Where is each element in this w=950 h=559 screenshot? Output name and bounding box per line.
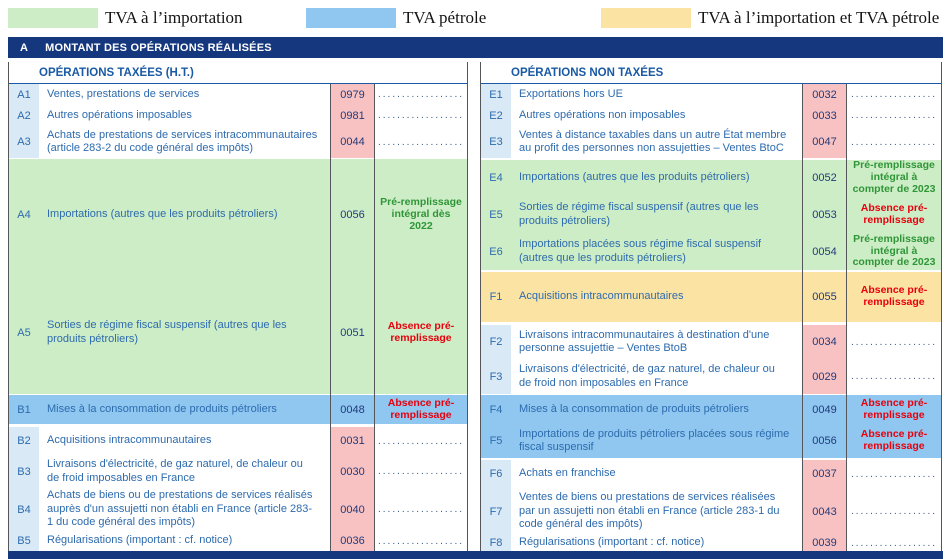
section-title: MONTANT DES OPÉRATIONS RÉALISÉES [45,41,272,54]
row-code: 0031 [330,427,375,455]
table-row-b3 [9,455,467,488]
row-value-note [847,272,941,322]
row-id-label: B4 [9,488,39,531]
column-header-taxed: OPÉRATIONS TAXÉES (H.T.) [9,62,467,84]
section-footer-bar [8,551,943,559]
row-value-note [847,424,941,458]
row-value-field[interactable] [847,488,941,535]
column-left [8,62,468,551]
table-row-e5 [481,196,941,233]
rows-right [481,84,941,551]
row-code: 0056 [340,209,365,221]
row-id-label: F5 [489,435,503,447]
row-description: Importations (autres que les produits pétroliers) [519,171,750,184]
table-row-f8 [481,535,941,551]
row-code: 0043 [802,488,847,535]
table-row-f2 [481,325,941,359]
row-value-note [847,160,941,196]
table-row-b1 [9,395,467,424]
dotted-line: .................. [378,535,465,547]
prefill-status: Absence pré-remplissage [860,284,928,308]
row-description: Autres opérations imposables [47,108,192,121]
table-row-a4 [9,159,467,271]
row-code: 0044 [330,126,375,158]
row-code: 0037 [802,460,847,488]
blue-swatch-icon [306,8,396,28]
row-value-note [847,233,941,270]
row-code: 0053 [812,208,837,221]
row-code: 0048 [340,403,365,416]
row-code: 0051 [340,326,365,339]
row-description: Importations (autres que les produits pétroliers) [47,208,278,221]
column-header-nontaxed: OPÉRATIONS NON TAXÉES [481,62,941,84]
table-row-f1 [481,272,941,322]
row-id-label: B5 [9,531,39,551]
row-value-field[interactable] [375,105,467,126]
dotted-line: .................. [378,504,465,515]
row-id-label: F1 [489,291,503,303]
row-value-field[interactable] [375,488,467,531]
row-description: Sorties de régime fiscal suspensif (autres que les produits pétroliers) [47,319,287,345]
prefill-status: Absence pré-remplissage [860,396,928,421]
row-code: 0047 [802,126,847,158]
table-row-b5 [9,531,467,551]
row-description: Exportations hors UE [519,87,623,100]
row-code: 0981 [330,105,375,126]
row-value-note [847,395,941,424]
yellow-swatch-icon [601,8,691,28]
row-id-label: F8 [481,535,511,551]
table-row-a2 [9,105,467,126]
table-row-e6 [481,233,941,270]
legend [0,0,950,36]
row-code: 0033 [802,105,847,126]
row-id-label: A3 [9,126,39,158]
row-id-label: F3 [481,359,511,394]
row-value-field[interactable] [375,126,467,158]
legend-label: TVA à l’importation [105,8,243,27]
row-value-field[interactable] [847,535,941,551]
row-code: 0979 [330,84,375,105]
row-value-field[interactable] [847,126,941,158]
table-row-f4 [481,395,941,424]
dotted-line: .................. [378,110,465,121]
row-value-field[interactable] [847,460,941,488]
table-row-e1 [481,84,941,105]
row-id-label: B1 [17,403,31,416]
row-code: 0056 [812,435,837,447]
row-code: 0034 [802,325,847,359]
prefill-status: Pré-remplissage intégral à compter de 2023 [852,160,936,195]
dotted-line: .................. [851,136,938,148]
row-description: Livraisons intracommunautaires à destination d'une personne assujettie – Ventes BtoB [519,328,770,354]
legend-item-import-and-petrol-vat [601,7,939,29]
row-description: Acquisitions intracommunautaires [47,434,212,447]
row-value-field[interactable] [375,531,467,551]
row-value-note [847,196,941,233]
table-row-a5 [9,271,467,394]
row-value-field[interactable] [375,455,467,488]
row-code: 0049 [812,403,837,416]
section-header-bar [8,37,943,58]
row-description: Mises à la consommation de produits pétroliers [47,402,277,415]
row-code: 0055 [812,291,837,303]
row-description: Mises à la consommation de produits pétroliers [519,402,749,415]
row-description: Ventes de biens ou prestations de services réalisées par un assujetti non établi en France (article 283-1 du code général des impôts) [519,491,780,531]
row-id-label: A4 [17,209,31,221]
row-value-field[interactable] [375,427,467,455]
row-description: Importations placées sous régime fiscal suspensif (autres que les produits pétroliers) [519,238,762,264]
table-row-e4 [481,160,941,196]
row-description: Achats de biens ou de prestations de services réalisés auprès d'un assujetti non établi en France (article 283-1 du code général des impôts) [47,489,313,529]
row-description: Ventes, prestations de services [47,87,200,100]
row-description: Achats de prestations de services intracommunautaires (article 283-2 du code général des impôts) [47,128,318,154]
table-row-f6 [481,460,941,488]
row-code: 0040 [330,488,375,531]
table-row-f3 [481,359,941,394]
legend-label: TVA à l’importation et TVA pétrole [698,8,940,27]
row-value-field[interactable] [847,84,941,105]
table-row-f7 [481,488,941,535]
dotted-line: .................. [851,336,938,348]
rows-left [9,84,467,551]
row-code: 0030 [330,455,375,488]
row-id-label: F2 [481,325,511,359]
table-row-b2 [9,427,467,455]
row-description: Livraisons d'électricité, de gaz naturel, de chaleur ou de froid non imposables en France [519,363,775,389]
dotted-line: .................. [851,371,938,382]
column-right [480,62,942,551]
row-description: Livraisons d'électricité, de gaz naturel, de chaleur ou de froid imposables en France [47,458,303,484]
table-row-e2 [481,105,941,126]
table-row-b4 [9,488,467,531]
row-value-field[interactable] [375,84,467,105]
prefill-status: Pré-remplissage intégral dès 2022 [380,196,462,232]
dotted-line: .................. [851,89,938,100]
row-id-label: A1 [9,84,39,105]
row-value-field[interactable] [847,325,941,359]
row-id-label: E2 [481,105,511,126]
row-value-note [375,271,467,394]
row-code: 0052 [812,172,837,184]
dotted-line: .................. [378,435,465,447]
prefill-status: Absence pré-remplissage [860,201,928,226]
row-description: Achats en franchise [519,467,616,480]
legend-item-import-vat [8,7,243,29]
row-id-label: B3 [9,455,39,488]
row-id-label: E3 [481,126,511,158]
row-description: Sorties de régime fiscal suspensif (autres que les produits pétroliers) [519,201,759,227]
prefill-status: Absence pré-remplissage [387,319,455,344]
dotted-line: .................. [378,89,465,100]
row-value-field[interactable] [847,359,941,394]
row-code: 0032 [802,84,847,105]
row-id-label: E1 [481,84,511,105]
row-code: 0054 [812,245,837,258]
row-id-label: E4 [489,172,503,184]
row-id-label: F4 [489,403,503,416]
prefill-status: Pré-remplissage intégral à compter de 2023 [852,233,936,269]
row-code: 0036 [330,531,375,551]
row-id-label: A2 [9,105,39,126]
prefill-status: Absence pré-remplissage [387,396,455,421]
row-code: 0039 [802,535,847,551]
row-code: 0029 [802,359,847,394]
row-id-label: F7 [481,488,511,535]
row-id-label: F6 [481,460,511,488]
row-description: Régularisations (important : cf. notice) [47,534,233,547]
row-id-label: A5 [17,326,31,339]
row-value-field[interactable] [847,105,941,126]
dotted-line: .................. [378,136,465,148]
row-description: Régularisations (important : cf. notice) [519,536,705,549]
row-id-label: E5 [489,208,503,221]
green-swatch-icon [8,8,98,28]
table-row-a3 [9,126,467,158]
table-row-f5 [481,424,941,458]
row-value-note [375,159,467,271]
legend-item-petrol-vat [306,7,486,29]
row-description: Ventes à distance taxables dans un autre État membre au profit des personnes non assujetties – Ventes BtoC [519,128,787,154]
row-id-label: E6 [489,245,503,258]
dotted-line: .................. [851,468,938,480]
table-row-e3 [481,126,941,158]
row-description: Importations de produits pétroliers placées sous régime fiscal suspensif [519,427,790,453]
dotted-line: .................. [378,466,465,477]
row-value-note [375,395,467,424]
section-letter: A [20,41,29,54]
row-description: Acquisitions intracommunautaires [519,290,684,303]
row-id-label: B2 [9,427,39,455]
prefill-status: Absence pré-remplissage [860,428,928,452]
dotted-line: .................. [851,110,938,121]
dotted-line: .................. [851,506,938,517]
row-description: Autres opérations non imposables [519,108,686,121]
legend-label: TVA pétrole [403,8,487,27]
table-row-a1 [9,84,467,105]
dotted-line: .................. [851,537,938,549]
